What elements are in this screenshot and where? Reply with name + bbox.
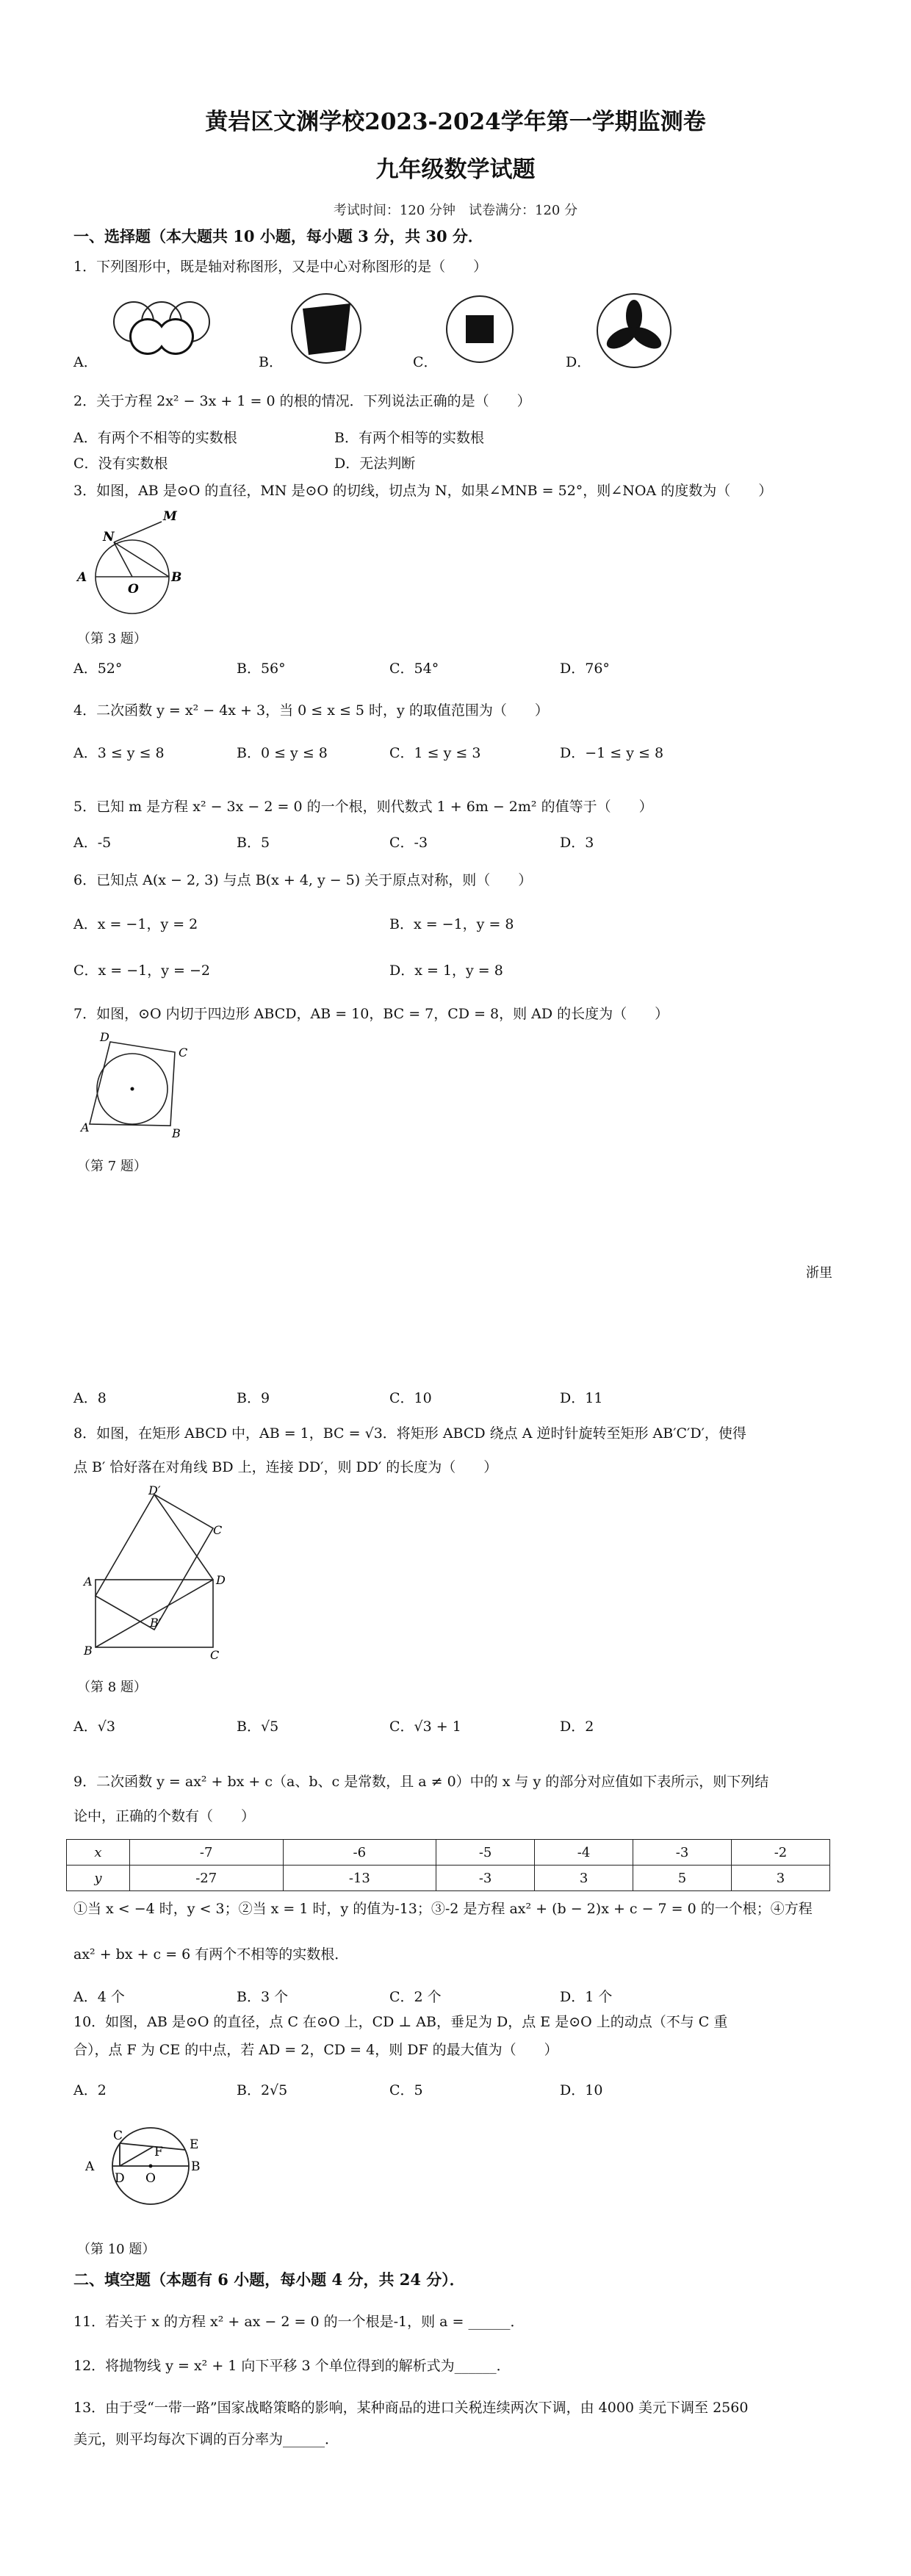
q6-option-a: A．x = −1，y = 2 (73, 916, 198, 932)
q9-conclusions-line1: ①当 x < −4 时，y < 3；②当 x = 1 时，y 的值为-13；③-2 是方程 ax² + (b − 2)x + c − 7 = 0 的一个根；④方程 (73, 1901, 813, 1917)
table-cell: -5 (436, 1840, 535, 1866)
table-header-x: x (67, 1840, 130, 1866)
q10-label-a: A (85, 2159, 95, 2174)
q4-stem: 4．二次函数 y = x² − 4x + 3，当 0 ≤ x ≤ 5 时，y 的取值范围为（ ） (73, 702, 549, 719)
q4-option-a: A．3 ≤ y ≤ 8 (73, 745, 165, 761)
q10-option-d: D．10 (560, 2082, 603, 2098)
q10-option-c: C．5 (389, 2082, 423, 2098)
q10-option-a: A．2 (73, 2082, 107, 2098)
table-cell: -3 (436, 1866, 535, 1891)
q6-option-b: B．x = −1，y = 8 (389, 916, 514, 932)
q3-caption: （第 3 题） (77, 631, 147, 647)
q8-label-a: A (84, 1575, 93, 1589)
q10-label-f: F (154, 2145, 163, 2159)
q9-option-a: A．4 个 (73, 1989, 125, 2005)
q1-stem: 1．下列图形中，既是轴对称图形，又是中心对称图形的是（ ） (73, 259, 488, 275)
exam-subtitle: 九年级数学试题 (375, 156, 536, 183)
table-cell: 3 (731, 1866, 829, 1891)
q9-option-d: D．1 个 (560, 1989, 613, 2005)
q7-label-a: A (81, 1120, 90, 1134)
exam-info: 考试时间：120 分钟 试卷满分：120 分 (333, 203, 578, 218)
q1-label-c: C． (413, 354, 438, 370)
q2-option-c: C．没有实数根 (73, 456, 168, 472)
q1-figure-b (288, 290, 365, 367)
q10-caption: （第 10 题） (77, 2242, 156, 2257)
table-cell: -3 (633, 1840, 732, 1866)
q10-label-e: E (190, 2137, 199, 2152)
q7-option-c: C．10 (389, 1390, 432, 1406)
q9-conclusions-line2: ax² + bx + c = 6 有两个不相等的实数根． (73, 1946, 349, 1962)
q1-label-a: A． (73, 354, 98, 370)
q1-figure-d (594, 290, 674, 371)
q4-option-b: B．0 ≤ y ≤ 8 (237, 745, 328, 761)
q8-label-dprime: D′ (148, 1486, 161, 1497)
q5-option-a: A．-5 (73, 835, 112, 851)
exam-title: 黄岩区文渊学校2023-2024学年第一学期监测卷 (205, 109, 706, 135)
q5-stem: 5．已知 m 是方程 x² − 3x − 2 = 0 的一个根，则代数式 1 + 6m − 2m² 的值等于（ ） (73, 799, 653, 815)
table-cell: -7 (129, 1840, 283, 1866)
q2-stem: 2．关于方程 2x² − 3x + 1 = 0 的根的情况．下列说法正确的是（ ） (73, 393, 531, 409)
q3-label-m: M (163, 509, 177, 524)
table-cell: -13 (283, 1866, 436, 1891)
q1-figure-c (443, 292, 516, 366)
q3-option-a: A．52° (73, 661, 123, 677)
q3-option-c: C．54° (389, 661, 439, 677)
q10-option-b: B．2√5 (237, 2082, 288, 2098)
q8-label-c: C (210, 1648, 220, 1662)
table-cell: -6 (283, 1840, 436, 1866)
q9-option-c: C．2 个 (389, 1989, 442, 2005)
q10-stem-line1: 10．如图，AB 是⊙O 的直径，点 C 在⊙O 上，CD ⊥ AB，垂足为 D，点 E 是⊙O 上的动点（不与 C 重 (73, 2014, 728, 2030)
table-header-y: y (67, 1866, 130, 1891)
q10-label-d: D (115, 2171, 125, 2186)
q9-stem-line2: 论中，正确的个数有（ ） (73, 1808, 256, 1824)
q6-option-d: D．x = 1，y = 8 (389, 963, 503, 979)
q7-option-b: B．9 (237, 1390, 270, 1406)
q3-stem: 3．如图，AB 是⊙O 的直径，MN 是⊙O 的切线，切点为 N，如果∠MNB = 52°，则∠NOA 的度数为（ ） (73, 483, 773, 499)
q9-option-b: B．3 个 (237, 1989, 289, 2005)
q3-label-b: B (171, 570, 182, 585)
q3-label-n: N (103, 530, 115, 544)
q7-option-d: D．11 (560, 1390, 603, 1406)
q2-option-d: D．无法判断 (334, 456, 416, 472)
q10-label-o: O (145, 2171, 156, 2186)
q3-label-o: O (128, 582, 139, 597)
table-cell: 5 (633, 1866, 732, 1891)
section-2-title: 二、填空题（本题有 6 小题，每小题 4 分，共 24 分）． (73, 2270, 465, 2289)
q3-label-a: A (77, 570, 87, 585)
q8-stem-line2: 点 B′ 恰好落在对角线 BD 上，连接 DD′，则 DD′ 的长度为（ ） (73, 1459, 498, 1475)
q3-option-d: D．76° (560, 661, 610, 677)
q2-option-a: A．有两个不相等的实数根 (73, 430, 237, 446)
table-cell: 3 (535, 1866, 633, 1891)
q6-option-c: C．x = −1，y = −2 (73, 963, 211, 979)
q4-option-c: C．1 ≤ y ≤ 3 (389, 745, 481, 761)
q8-option-a: A．√3 (73, 1719, 115, 1735)
table-cell: -4 (535, 1840, 633, 1866)
q5-option-b: B．5 (237, 835, 270, 851)
q1-label-b: B． (259, 354, 283, 370)
q5-option-d: D．3 (560, 835, 594, 851)
section-1-title: 一、选择题（本大题共 10 小题，每小题 3 分，共 30 分． (73, 227, 483, 245)
table-cell: -27 (129, 1866, 283, 1891)
q8-figure (73, 1486, 242, 1662)
q4-option-d: D．−1 ≤ y ≤ 8 (560, 745, 664, 761)
q10-label-b: B (191, 2159, 201, 2174)
q1-figure-a (110, 292, 213, 359)
q8-label-b: B (84, 1644, 93, 1658)
q10-stem-line2: 合），点 F 为 CE 的中点，若 AD = 2，CD = 4，则 DF 的最大值为（ ） (73, 2042, 558, 2058)
q13-stem-line2: 美元，则平均每次下调的百分率为______． (73, 2431, 339, 2447)
q8-option-d: D．2 (560, 1719, 594, 1735)
q8-caption: （第 8 题） (77, 1680, 147, 1695)
q10-figure (73, 2118, 220, 2213)
q8-label-bprime: B′ (150, 1616, 162, 1630)
q7-label-c: C (179, 1046, 188, 1059)
q9-stem-line1: 9．二次函数 y = ax² + bx + c（a、b、c 是常数，且 a ≠ 0）中的 x 与 y 的部分对应值如下表所示，则下列结 (73, 1774, 769, 1790)
q8-stem-line1: 8．如图，在矩形 ABCD 中，AB = 1，BC = √3．将矩形 ABCD 绕点 A 逆时针旋转至矩形 AB′C′D′，使得 (73, 1425, 746, 1442)
q3-figure (73, 507, 191, 617)
q5-option-c: C．-3 (389, 835, 428, 851)
q7-figure (73, 1029, 191, 1146)
q10-label-c: C (113, 2129, 123, 2143)
q8-option-b: B．√5 (237, 1719, 279, 1735)
q7-label-d: D (100, 1030, 109, 1044)
q8-label-c-prime-pos: C (213, 1523, 223, 1537)
q2-option-b: B．有两个相等的实数根 (334, 430, 484, 446)
q7-option-a: A．8 (73, 1390, 107, 1406)
q9-value-table (66, 1839, 830, 1891)
q8-option-c: C．√3 + 1 (389, 1719, 461, 1735)
table-cell: -2 (731, 1840, 829, 1866)
q7-label-b: B (172, 1126, 181, 1140)
q11-stem: 11．若关于 x 的方程 x² + ax − 2 = 0 的一个根是-1，则 a = ______． (73, 2314, 525, 2330)
q12-stem: 12．将抛物线 y = x² + 1 向下平移 3 个单位得到的解析式为______． (73, 2358, 511, 2374)
q7-caption: （第 7 题） (77, 1159, 147, 1174)
table-row (67, 1866, 830, 1891)
q3-option-b: B．56° (237, 661, 286, 677)
q8-label-d: D (216, 1573, 226, 1587)
q13-stem-line1: 13．由于受“一带一路”国家战略策略的影响，某种商品的进口关税连续两次下调，由 4000 美元下调至 2560 (73, 2400, 749, 2416)
q6-stem: 6．已知点 A(x − 2, 3) 与点 B(x + 4, y − 5) 关于原点对称，则（ ） (73, 872, 533, 888)
watermark-text: 浙里 (806, 1265, 832, 1281)
table-row (67, 1840, 830, 1866)
q1-label-d: D． (566, 354, 591, 370)
q7-stem: 7．如图，⊙O 内切于四边形 ABCD，AB = 10，BC = 7，CD = 8，则 AD 的长度为（ ） (73, 1006, 669, 1022)
